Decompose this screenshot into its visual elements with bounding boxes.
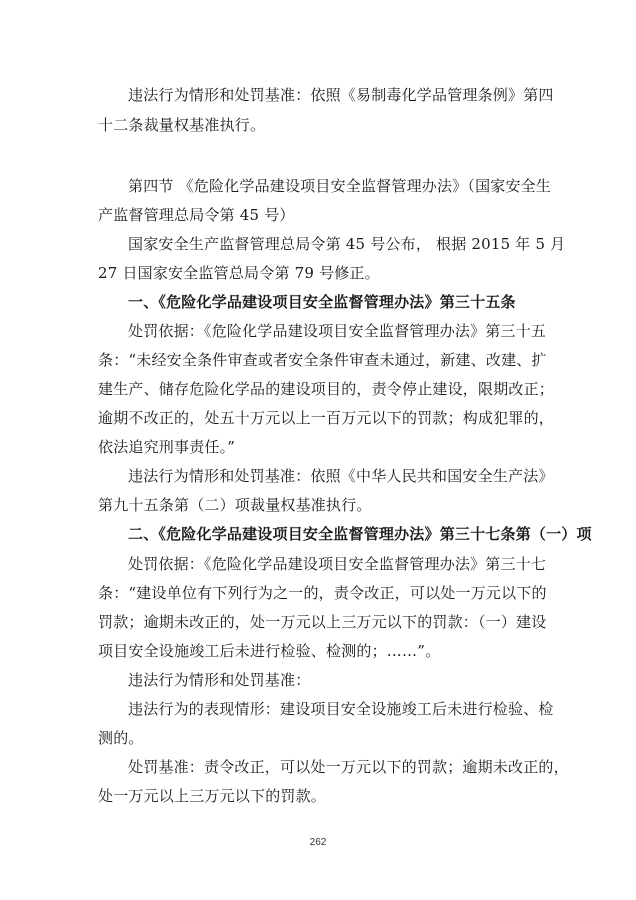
paragraph-line: 处罚基准：责令改正，可以处一万元以下的罚款；逾期未改正的， bbox=[128, 758, 569, 776]
paragraph-line: 27 日国家安全监管总局令第 79 号修正。 bbox=[98, 264, 380, 282]
paragraph-line: 处罚依据：《危险化学品建设项目安全监督管理办法》第三十五 bbox=[128, 322, 547, 340]
paragraph-line: 第九十五条第（二）项裁量权基准执行。 bbox=[98, 496, 372, 514]
paragraph-line: 处罚依据：《危险化学品建设项目安全监督管理办法》第三十七 bbox=[128, 555, 547, 573]
paragraph-line: 条：“建设单位有下列行为之一的，责令改正，可以处一万元以下的 bbox=[98, 584, 547, 602]
paragraph-line: 条：“未经安全条件审查或者安全条件审查未通过，新建、改建、扩 bbox=[98, 351, 547, 369]
paragraph-line: 违法行为情形和处罚基准：依照《中华人民共和国安全生产法》 bbox=[128, 467, 554, 485]
item-heading: 二、《危险化学品建设项目安全监督管理办法》第三十七条第（一）项 bbox=[128, 525, 592, 543]
paragraph-line: 违法行为情形和处罚基准： bbox=[128, 671, 311, 689]
item-heading: 一、《危险化学品建设项目安全监督管理办法》第三十五条 bbox=[128, 293, 516, 311]
paragraph-line: 项目安全设施竣工后未进行检验、检测的；……”。 bbox=[98, 642, 441, 660]
paragraph-line: 逾期不改正的，处五十万元以上一百万元以下的罚款；构成犯罪的， bbox=[98, 409, 555, 427]
paragraph-line: 依法追究刑事责任。” bbox=[98, 438, 236, 456]
paragraph-line: 国家安全生产监督管理总局令第 45 号公布， 根据 2015 年 5 月 bbox=[128, 235, 566, 253]
section-heading: 第四节 《危险化学品建设项目安全监督管理办法》（国家安全生 bbox=[128, 177, 552, 195]
paragraph-line: 违法行为情形和处罚基准：依照《易制毒化学品管理条例》第四 bbox=[128, 86, 554, 104]
paragraph-line: 十二条裁量权基准执行。 bbox=[98, 116, 266, 134]
paragraph-line: 罚款；逾期未改正的，处一万元以上三万元以下的罚款：（一）建设 bbox=[98, 613, 547, 631]
paragraph-line: 建生产、储存危险化学品的建设项目的，责令停止建设，限期改正； bbox=[98, 380, 555, 398]
section-heading: 产监督管理总局令第 45 号） bbox=[98, 206, 295, 224]
paragraph-line: 违法行为的表现情形：建设项目安全设施竣工后未进行检验、检 bbox=[128, 700, 554, 718]
page-number: 262 bbox=[309, 837, 327, 848]
paragraph-line: 测的。 bbox=[98, 729, 144, 747]
paragraph-line: 处一万元以上三万元以下的罚款。 bbox=[98, 787, 327, 805]
